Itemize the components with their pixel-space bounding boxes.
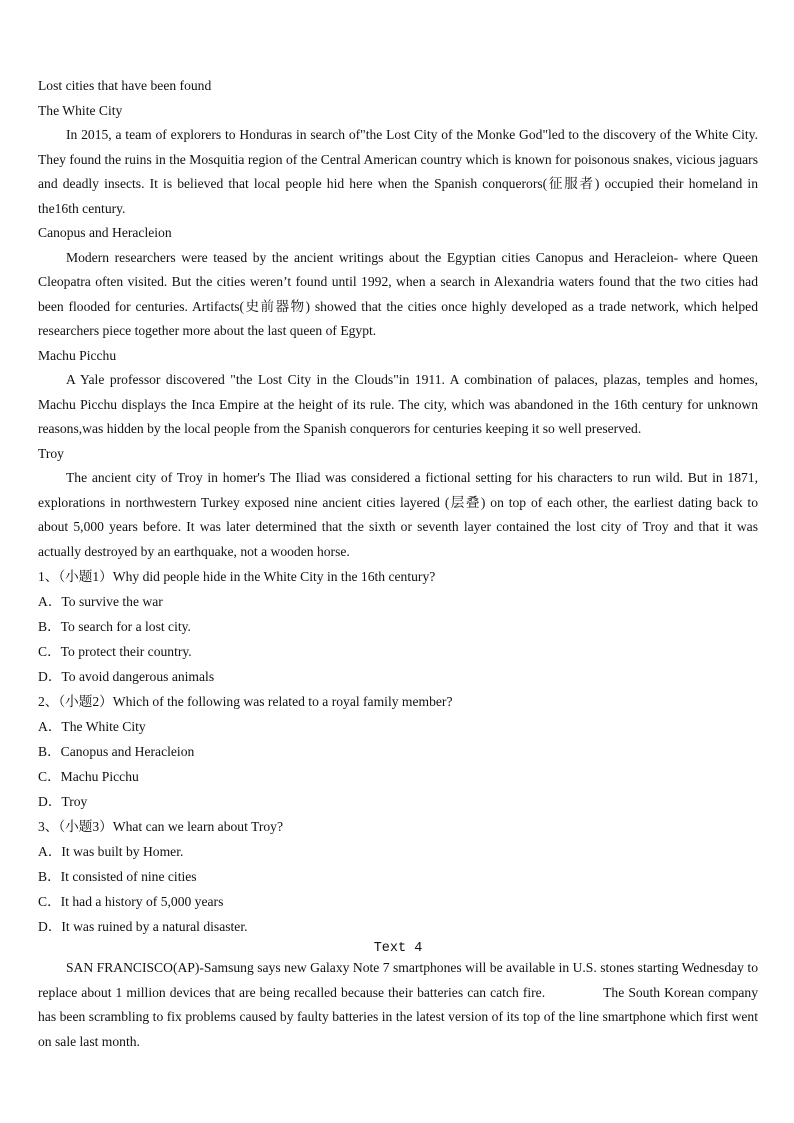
question-3	[38, 814, 758, 939]
text4-title: Text 4	[373, 941, 423, 956]
text4-body-part1: SAN FRANCISCO(AP)-Samsung says new Galaxy Note 7 smartphones will be available in U.S. stones starting Wednesday to replace about 1 million devices that are being recalled because their batteries can catch fire.	[38, 960, 758, 1000]
question-stem: 2、（小题2）Which of the following was related to a royal family member?	[38, 694, 453, 709]
question-option: C．To protect their country.	[38, 644, 192, 659]
question-option: D．It was ruined by a natural disaster.	[38, 919, 248, 934]
question-option: C．It had a history of 5,000 years	[38, 894, 224, 909]
section-body-white-city: In 2015, a team of explorers to Honduras in search of"the Lost City of the Monke God"led to the discovery of the White City. They found the ruins in the Mosquitia region of the Central American country which is known for poisonous snakes, vicious jaguars and deadly insects. It is believed that local people hid here when the Spanish conquerors(征服者) occupied their homeland in the16th century.	[38, 127, 758, 216]
question-2	[38, 689, 758, 814]
section-title-troy: Troy	[38, 445, 64, 461]
question-option: A．The White City	[38, 719, 146, 734]
question-option: C．Machu Picchu	[38, 769, 139, 784]
question-option: A．It was built by Homer.	[38, 844, 184, 859]
text4-body-part2: The South Korean company has been scrambling to fix problems caused by faulty batteries in the latest version of its top of the line smartphone which first went on sale last month.	[38, 984, 759, 1049]
question-stem: 1、（小题1）Why did people hide in the White City in the 16th century?	[38, 569, 436, 584]
question-1	[38, 564, 758, 689]
question-option: B．Canopus and Heracleion	[38, 744, 195, 759]
question-option: B．It consisted of nine cities	[38, 869, 197, 884]
section-body-troy: The ancient city of Troy in homer's The Iliad was considered a fictional setting for his characters to run wild. But in 1871, explorations in northwestern Turkey exposed nine ancient cities layered (层叠) on top of each other, the earliest dating back to about 5,000 years before. It was later determined that the sixth or seventh layer contained the lost city of Troy and that it was actually destroyed by an earthquake, not a wooden horse.	[38, 470, 758, 559]
section-body-canopus: Modern researchers were teased by the ancient writings about the Egyptian cities Canopus and Heracleion- where Queen Cleopatra often visited. But the cities weren’t found until 1992, when a search in Alexandria waters found that the two cities had been flooded for centuries. Artifacts(史前器物) showed that the cities once highly developed as a trade network, which helped researchers piece together more about the last queen of Egypt.	[38, 249, 758, 338]
question-option: D．Troy	[38, 794, 88, 809]
text4-body	[38, 956, 758, 1054]
question-option: A．To survive the war	[38, 594, 163, 609]
question-option: B．To search for a lost city.	[38, 619, 191, 634]
article-heading: Lost cities that have been found	[38, 78, 212, 93]
section-title-machu-picchu: Machu Picchu	[38, 347, 117, 363]
section-title-white-city: The White City	[38, 102, 123, 118]
section-body-machu-picchu: A Yale professor discovered "the Lost City in the Clouds"in 1911. A combination of palaces, plazas, temples and homes, Machu Picchu displays the Inca Empire at the height of its rule. The city, which was abandoned in the 16th century for unknown reasons,was hidden by the local people from the Spanish conquerors for centuries keeping it so well preserved.	[38, 372, 758, 436]
question-option: D．To avoid dangerous animals	[38, 669, 215, 684]
section-title-canopus: Canopus and Heracleion	[38, 225, 172, 240]
document-body	[38, 74, 758, 1054]
question-stem: 3、（小题3）What can we learn about Troy?	[38, 819, 284, 834]
